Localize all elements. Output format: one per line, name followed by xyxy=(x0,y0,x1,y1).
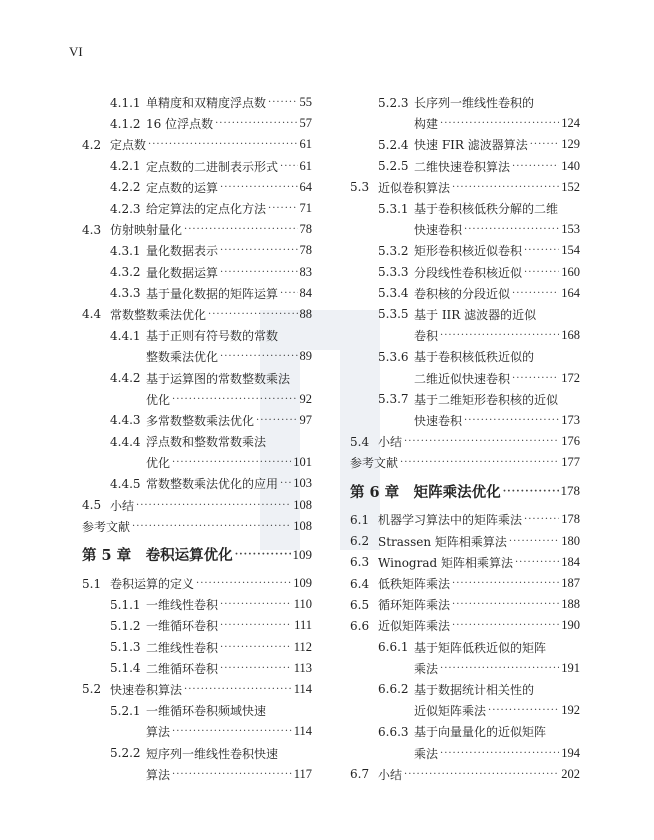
toc-right-column xyxy=(350,92,580,785)
toc-entry[interactable] xyxy=(350,658,580,679)
toc-entry-number: 4.3.2 xyxy=(110,265,141,280)
toc-entry-title: 近似卷积算法 xyxy=(378,180,451,195)
toc-entry-number: 6.2 xyxy=(350,534,370,549)
toc-entry-page: 114 xyxy=(293,724,312,739)
toc-entry[interactable] xyxy=(350,637,580,658)
toc-entry-number: 5.1.4 xyxy=(110,661,141,676)
toc-entry-number: 4.3.1 xyxy=(110,243,141,258)
dot-leader xyxy=(220,245,297,256)
toc-entry[interactable] xyxy=(350,721,580,742)
toc-entry[interactable] xyxy=(82,573,312,594)
dot-leader xyxy=(452,599,559,610)
toc-entry-number: 6.3 xyxy=(350,555,370,570)
toc-entry-title: 单精度和双精度浮点数 xyxy=(146,96,267,111)
toc-entry[interactable] xyxy=(350,389,580,410)
dot-leader xyxy=(404,436,559,447)
toc-entry-title: 基于卷积核低秩分解的二维 xyxy=(414,202,559,217)
toc-entry-title: Strassen 矩阵相乘算法 xyxy=(378,534,507,549)
dot-leader xyxy=(400,457,559,468)
dot-leader xyxy=(220,267,297,278)
toc-entry-number: 6.6.2 xyxy=(378,682,409,697)
toc-entry-title: 算法 xyxy=(146,725,171,740)
toc-entry-title: 长序列一维线性卷积的 xyxy=(414,96,535,111)
toc-entry-title: 小结 xyxy=(378,435,403,450)
page-number: VI xyxy=(69,44,83,59)
toc-entry-number: 5.3.3 xyxy=(378,265,409,280)
toc-entry-page: 114 xyxy=(293,681,312,696)
toc-entry-page: 202 xyxy=(561,766,580,781)
dot-leader xyxy=(184,224,297,235)
toc-entry-title: 基于正则有符号数的常数 xyxy=(146,329,279,344)
toc-entry-number: 4.3.3 xyxy=(110,286,141,301)
toc-entry-number: 5.2.3 xyxy=(378,95,409,110)
toc-entry-title: 短序列一维线性卷积快速 xyxy=(146,746,279,761)
toc-entry[interactable] xyxy=(350,219,580,240)
dot-leader xyxy=(524,514,559,525)
toc-entry-page: 129 xyxy=(561,137,580,152)
dot-leader xyxy=(172,394,297,405)
toc-entry-number: 4.1.2 xyxy=(110,116,141,131)
dot-leader xyxy=(172,769,292,780)
dot-leader xyxy=(148,139,297,150)
toc-entry-number: 6.5 xyxy=(350,597,370,612)
toc-entry-title: 乘法 xyxy=(414,661,439,676)
toc-entry-number: 6.1 xyxy=(350,512,370,527)
dot-leader xyxy=(132,521,291,532)
dot-leader xyxy=(220,351,297,362)
dot-leader xyxy=(172,726,292,737)
dot-leader xyxy=(215,118,297,129)
toc-entry-page: 108 xyxy=(293,497,312,512)
toc-entry-page: 173 xyxy=(561,412,580,427)
toc-entry-number: 4.2 xyxy=(82,137,102,152)
toc-entry[interactable] xyxy=(350,594,580,615)
toc-entry-page: 187 xyxy=(561,576,580,591)
toc-entry-title: 基于运算图的常数整数乘法 xyxy=(146,371,291,386)
toc-entry[interactable] xyxy=(350,304,580,325)
dot-leader xyxy=(184,684,292,695)
dot-leader xyxy=(452,182,559,193)
toc-entry-page: 191 xyxy=(561,660,580,675)
dot-leader xyxy=(440,118,559,129)
toc-entry-page: 71 xyxy=(299,201,312,216)
toc-entry[interactable] xyxy=(350,92,580,113)
toc-entry[interactable] xyxy=(350,325,580,346)
toc-entry-title: 一维循环卷积 xyxy=(146,619,219,634)
toc-entry[interactable] xyxy=(82,346,312,367)
toc-entry-title: 常数整数乘法优化的应用 xyxy=(146,477,279,492)
toc-entry[interactable] xyxy=(350,452,580,473)
toc-entry[interactable] xyxy=(350,113,580,134)
dot-leader xyxy=(172,457,291,468)
toc-entry-title: 定点数的运算 xyxy=(146,180,219,195)
toc-entry-number: 5.1 xyxy=(82,576,102,591)
toc-entry-title: 整数乘法优化 xyxy=(146,350,219,365)
toc-entry-page: 61 xyxy=(299,158,312,173)
toc-entry-title: 一维循环卷积频域快速 xyxy=(146,704,267,719)
dot-leader xyxy=(512,161,559,172)
toc-entry[interactable] xyxy=(82,658,312,679)
toc-entry[interactable] xyxy=(82,113,312,134)
toc-entry-number: 5.2.2 xyxy=(110,746,141,761)
toc-entry-title: 二维线性卷积 xyxy=(146,640,219,655)
toc-entry-page: 89 xyxy=(299,349,312,364)
toc-entry-number: 4.1.1 xyxy=(110,95,141,110)
toc-entry-page: 78 xyxy=(299,243,312,258)
toc-entry-page: 180 xyxy=(561,533,580,548)
toc-entry-title: 第 6 章 矩阵乘法优化 xyxy=(350,483,501,501)
toc-entry[interactable] xyxy=(82,367,312,388)
dot-leader xyxy=(220,182,297,193)
toc-entry-title: 常数整数乘法优化 xyxy=(110,307,207,322)
toc-entry-page: 178 xyxy=(560,483,580,499)
toc-entry[interactable] xyxy=(350,552,580,573)
dot-leader xyxy=(268,203,297,214)
toc-entry[interactable] xyxy=(82,177,312,198)
toc-entry-number: 5.1.3 xyxy=(110,640,141,655)
toc-entry[interactable] xyxy=(82,679,312,700)
toc-entry-title: 构建 xyxy=(414,117,439,132)
toc-entry-number: 5.3.1 xyxy=(378,201,409,216)
toc-entry[interactable] xyxy=(350,764,580,785)
toc-entry-title: 矩形卷积核近似卷积 xyxy=(414,244,523,259)
toc-entry-page: 194 xyxy=(561,745,580,760)
dot-leader xyxy=(280,161,297,172)
toc-entry[interactable] xyxy=(82,410,312,431)
toc-entry-number: 4.4.1 xyxy=(110,328,141,343)
toc-entry-number: 5.2.5 xyxy=(378,159,409,174)
toc-entry-number: 6.6 xyxy=(350,618,370,633)
dot-leader xyxy=(512,288,559,299)
toc-entry[interactable] xyxy=(82,742,312,763)
toc-entry-title: 小结 xyxy=(110,498,135,513)
toc-entry-page: 117 xyxy=(293,766,312,781)
toc-entry-title: 近似矩阵乘法 xyxy=(414,704,487,719)
toc-entry[interactable] xyxy=(82,764,312,785)
toc-entry-page: 168 xyxy=(561,328,580,343)
toc-entry-page: 176 xyxy=(561,434,580,449)
toc-entry-title: 卷积运算的定义 xyxy=(110,577,195,592)
toc-entry-number: 4.4.4 xyxy=(110,434,141,449)
toc-entry[interactable] xyxy=(82,304,312,325)
toc-entry-title: 循环矩阵乘法 xyxy=(378,598,451,613)
toc-entry-page: 190 xyxy=(561,618,580,633)
toc-entry[interactable] xyxy=(82,721,312,742)
toc-entry-page: 154 xyxy=(561,243,580,258)
toc-entry-title: 基于向量量化的近似矩阵 xyxy=(414,725,547,740)
toc-entry-title: 基于 IIR 滤波器的近似 xyxy=(414,307,537,322)
toc-entry-page: 84 xyxy=(299,285,312,300)
toc-entry-title: 16 位浮点数 xyxy=(146,117,214,132)
toc-entry-title: 小结 xyxy=(378,767,403,782)
toc-entry-title: 卷积 xyxy=(414,329,439,344)
dot-leader xyxy=(515,557,559,568)
toc-entry[interactable] xyxy=(82,516,312,537)
toc-entry[interactable] xyxy=(350,700,580,721)
toc-entry-title: 一维线性卷积 xyxy=(146,598,219,613)
toc-entry-title: 优化 xyxy=(146,456,171,471)
toc-entry-number: 4.4.2 xyxy=(110,371,141,386)
toc-entry-page: 112 xyxy=(293,639,312,654)
toc-entry-page: 78 xyxy=(299,222,312,237)
dot-leader xyxy=(220,620,292,631)
toc-entry-title: 量化数据表示 xyxy=(146,244,219,259)
dot-leader xyxy=(503,486,559,497)
toc-entry-page: 177 xyxy=(561,455,580,470)
dot-leader xyxy=(509,536,559,547)
toc-entry-title: 基于二维矩形卷积核的近似 xyxy=(414,392,559,407)
toc-entry[interactable] xyxy=(350,177,580,198)
toc-entry-title: 定点数 xyxy=(110,138,147,153)
toc-entry-number: 5.4 xyxy=(350,434,370,449)
dot-leader xyxy=(268,97,297,108)
toc-entry-title: 基于数据统计相关性的 xyxy=(414,682,535,697)
dot-leader xyxy=(452,620,559,631)
toc-entry-page: 164 xyxy=(561,285,580,300)
dot-leader xyxy=(488,705,559,716)
dot-leader xyxy=(524,267,559,278)
toc-entry[interactable] xyxy=(350,742,580,763)
toc-entry[interactable] xyxy=(350,283,580,304)
toc-entry-number: 5.3.7 xyxy=(378,392,409,407)
toc-entry-number: 4.3 xyxy=(82,222,102,237)
dot-leader xyxy=(280,478,291,489)
toc-entry-title: 多常数整数乘法优化 xyxy=(146,413,255,428)
toc-entry[interactable] xyxy=(350,240,580,261)
toc-entry-page: 97 xyxy=(299,412,312,427)
toc-entry-title: 二维近似快速卷积 xyxy=(414,371,511,386)
toc-entry[interactable] xyxy=(82,615,312,636)
toc-entry[interactable] xyxy=(350,156,580,177)
toc-entry-title: 浮点数和整数常数乘法 xyxy=(146,435,267,450)
toc-entry-page: 103 xyxy=(293,476,312,491)
toc-entry-title: 基于卷积核低秩近似的 xyxy=(414,350,535,365)
toc-entry-page: 109 xyxy=(293,576,312,591)
toc-entry[interactable] xyxy=(82,262,312,283)
toc-entry-number: 4.4 xyxy=(82,307,102,322)
dot-leader xyxy=(220,599,292,610)
toc-entry-page: 188 xyxy=(561,597,580,612)
toc-entry-number: 6.6.1 xyxy=(378,640,409,655)
toc-entry-title: 低秩矩阵乘法 xyxy=(378,577,451,592)
toc-entry-title: 二维快速卷积算法 xyxy=(414,159,511,174)
toc-entry-page: 83 xyxy=(299,264,312,279)
toc-entry-page: 113 xyxy=(293,660,312,675)
toc-entry-page: 111 xyxy=(294,618,312,633)
toc-entry[interactable] xyxy=(82,240,312,261)
toc-left-column xyxy=(82,92,312,785)
dot-leader xyxy=(464,415,559,426)
toc-entry-title: 快速卷积 xyxy=(414,413,463,428)
dot-leader xyxy=(440,330,559,341)
dot-leader xyxy=(220,642,292,653)
toc-entry-page: 172 xyxy=(561,370,580,385)
toc-entry-page: 57 xyxy=(299,116,312,131)
toc-entry[interactable] xyxy=(82,389,312,410)
toc-entry-number: 5.3.4 xyxy=(378,286,409,301)
toc-entry[interactable] xyxy=(82,156,312,177)
dot-leader xyxy=(404,769,559,780)
toc-entry[interactable] xyxy=(350,367,580,388)
toc-entry-page: 88 xyxy=(299,306,312,321)
toc-entry[interactable] xyxy=(82,283,312,304)
toc-entry-title: 参考文献 xyxy=(82,519,131,534)
toc-entry-number: 4.4.3 xyxy=(110,413,141,428)
toc-entry-page: 152 xyxy=(561,179,580,194)
toc-entry-title: 乘法 xyxy=(414,746,439,761)
toc-entry-title: 仿射映射量化 xyxy=(110,223,183,238)
toc-entry-number: 6.4 xyxy=(350,576,370,591)
dot-leader xyxy=(512,373,559,384)
toc-entry-number: 5.1.1 xyxy=(110,597,141,612)
toc-entry[interactable] xyxy=(350,615,580,636)
toc-entry-page: 61 xyxy=(299,137,312,152)
toc-entry[interactable] xyxy=(82,219,312,240)
toc-entry-title: 近似矩阵乘法 xyxy=(378,619,451,634)
toc-entry-title: 给定算法的定点化方法 xyxy=(146,202,267,217)
toc-entry-number: 6.6.3 xyxy=(378,724,409,739)
toc-entry[interactable] xyxy=(350,531,580,552)
toc-entry-title: 定点数的二进制表示形式 xyxy=(146,159,279,174)
toc-entry-title: 卷积核的分段近似 xyxy=(414,286,511,301)
toc-entry-number: 4.2.1 xyxy=(110,159,141,174)
toc-entry-title: 参考文献 xyxy=(350,456,399,471)
toc-entry[interactable] xyxy=(82,594,312,615)
toc-entry-title: 二维循环卷积 xyxy=(146,661,219,676)
toc-entry-number: 4.2.3 xyxy=(110,201,141,216)
toc-entry-page: 55 xyxy=(299,95,312,110)
toc-entry[interactable] xyxy=(82,431,312,452)
dot-leader xyxy=(280,288,297,299)
dot-leader xyxy=(530,139,560,150)
dot-leader xyxy=(208,309,297,320)
dot-leader xyxy=(452,578,559,589)
dot-leader xyxy=(136,500,291,511)
dot-leader xyxy=(256,415,297,426)
toc-entry-number: 5.3.5 xyxy=(378,307,409,322)
toc-entry-title: 基于矩阵低秩近似的矩阵 xyxy=(414,640,547,655)
toc-entry-number: 5.2.1 xyxy=(110,703,141,718)
toc-entry[interactable] xyxy=(350,431,580,452)
toc-entry-number: 4.4.5 xyxy=(110,476,141,491)
toc-entry[interactable] xyxy=(350,410,580,431)
toc-entry[interactable] xyxy=(82,473,312,494)
toc-entry-title: 基于量化数据的矩阵运算 xyxy=(146,286,279,301)
toc-entry-number: 5.2 xyxy=(82,682,102,697)
toc-entry-number: 5.2.4 xyxy=(378,137,409,152)
toc-entry-page: 92 xyxy=(299,391,312,406)
toc-entry-page: 124 xyxy=(561,116,580,131)
toc-entry-title: 量化数据运算 xyxy=(146,265,219,280)
toc-entry-page: 108 xyxy=(293,518,312,533)
toc-entry-title: Winograd 矩阵相乘算法 xyxy=(378,555,513,570)
toc-entry[interactable] xyxy=(350,198,580,219)
toc-entry-page: 64 xyxy=(299,179,312,194)
toc-entry[interactable] xyxy=(82,134,312,155)
toc-entry-number: 5.3 xyxy=(350,180,370,195)
dot-leader xyxy=(235,549,291,560)
toc-entry-number: 5.3.6 xyxy=(378,349,409,364)
toc-entry-title: 快速 FIR 滤波器算法 xyxy=(414,138,528,153)
toc-entry[interactable] xyxy=(82,495,312,516)
toc-entry-title: 算法 xyxy=(146,767,171,782)
toc-entry[interactable] xyxy=(82,198,312,219)
toc-entry-page: 153 xyxy=(561,222,580,237)
toc-entry-page: 110 xyxy=(293,597,312,612)
toc-entry-title: 机器学习算法中的矩阵乘法 xyxy=(378,513,523,528)
toc-entry-title: 快速卷积算法 xyxy=(110,682,183,697)
toc-entry-page: 140 xyxy=(561,158,580,173)
toc-entry[interactable] xyxy=(82,92,312,113)
toc-entry[interactable] xyxy=(350,134,580,155)
toc-entry-page: 109 xyxy=(292,546,312,562)
toc-entry-page: 160 xyxy=(561,264,580,279)
dot-leader xyxy=(196,578,291,589)
toc-entry-page: 184 xyxy=(561,554,580,569)
toc-entry[interactable] xyxy=(350,262,580,283)
toc-chapter-entry[interactable] xyxy=(350,473,580,509)
toc-entry[interactable] xyxy=(350,679,580,700)
dot-leader xyxy=(524,245,559,256)
toc-entry-title: 快速卷积 xyxy=(414,223,463,238)
toc-entry[interactable] xyxy=(82,637,312,658)
toc-entry-page: 101 xyxy=(293,455,312,470)
toc-entry[interactable] xyxy=(350,573,580,594)
toc-entry-title: 分段线性卷积核近似 xyxy=(414,265,523,280)
toc-entry-number: 6.7 xyxy=(350,767,370,782)
toc-entry-page: 178 xyxy=(561,512,580,527)
toc-entry-number: 4.2.2 xyxy=(110,180,141,195)
toc-entry-page: 192 xyxy=(561,703,580,718)
toc-entry[interactable] xyxy=(82,452,312,473)
toc-entry-title: 第 5 章 卷积运算优化 xyxy=(82,547,233,565)
toc-entry[interactable] xyxy=(350,509,580,530)
dot-leader xyxy=(220,663,292,674)
toc-entry[interactable] xyxy=(350,346,580,367)
toc-chapter-entry[interactable] xyxy=(82,537,312,573)
toc-entry-number: 5.1.2 xyxy=(110,618,141,633)
dot-leader xyxy=(440,663,559,674)
dot-leader xyxy=(464,224,559,235)
toc-entry-number: 5.3.2 xyxy=(378,243,409,258)
toc-entry-title: 优化 xyxy=(146,392,171,407)
toc-entry-number: 4.5 xyxy=(82,498,102,513)
toc-entry[interactable] xyxy=(82,700,312,721)
toc-entry[interactable] xyxy=(82,325,312,346)
dot-leader xyxy=(440,748,559,759)
